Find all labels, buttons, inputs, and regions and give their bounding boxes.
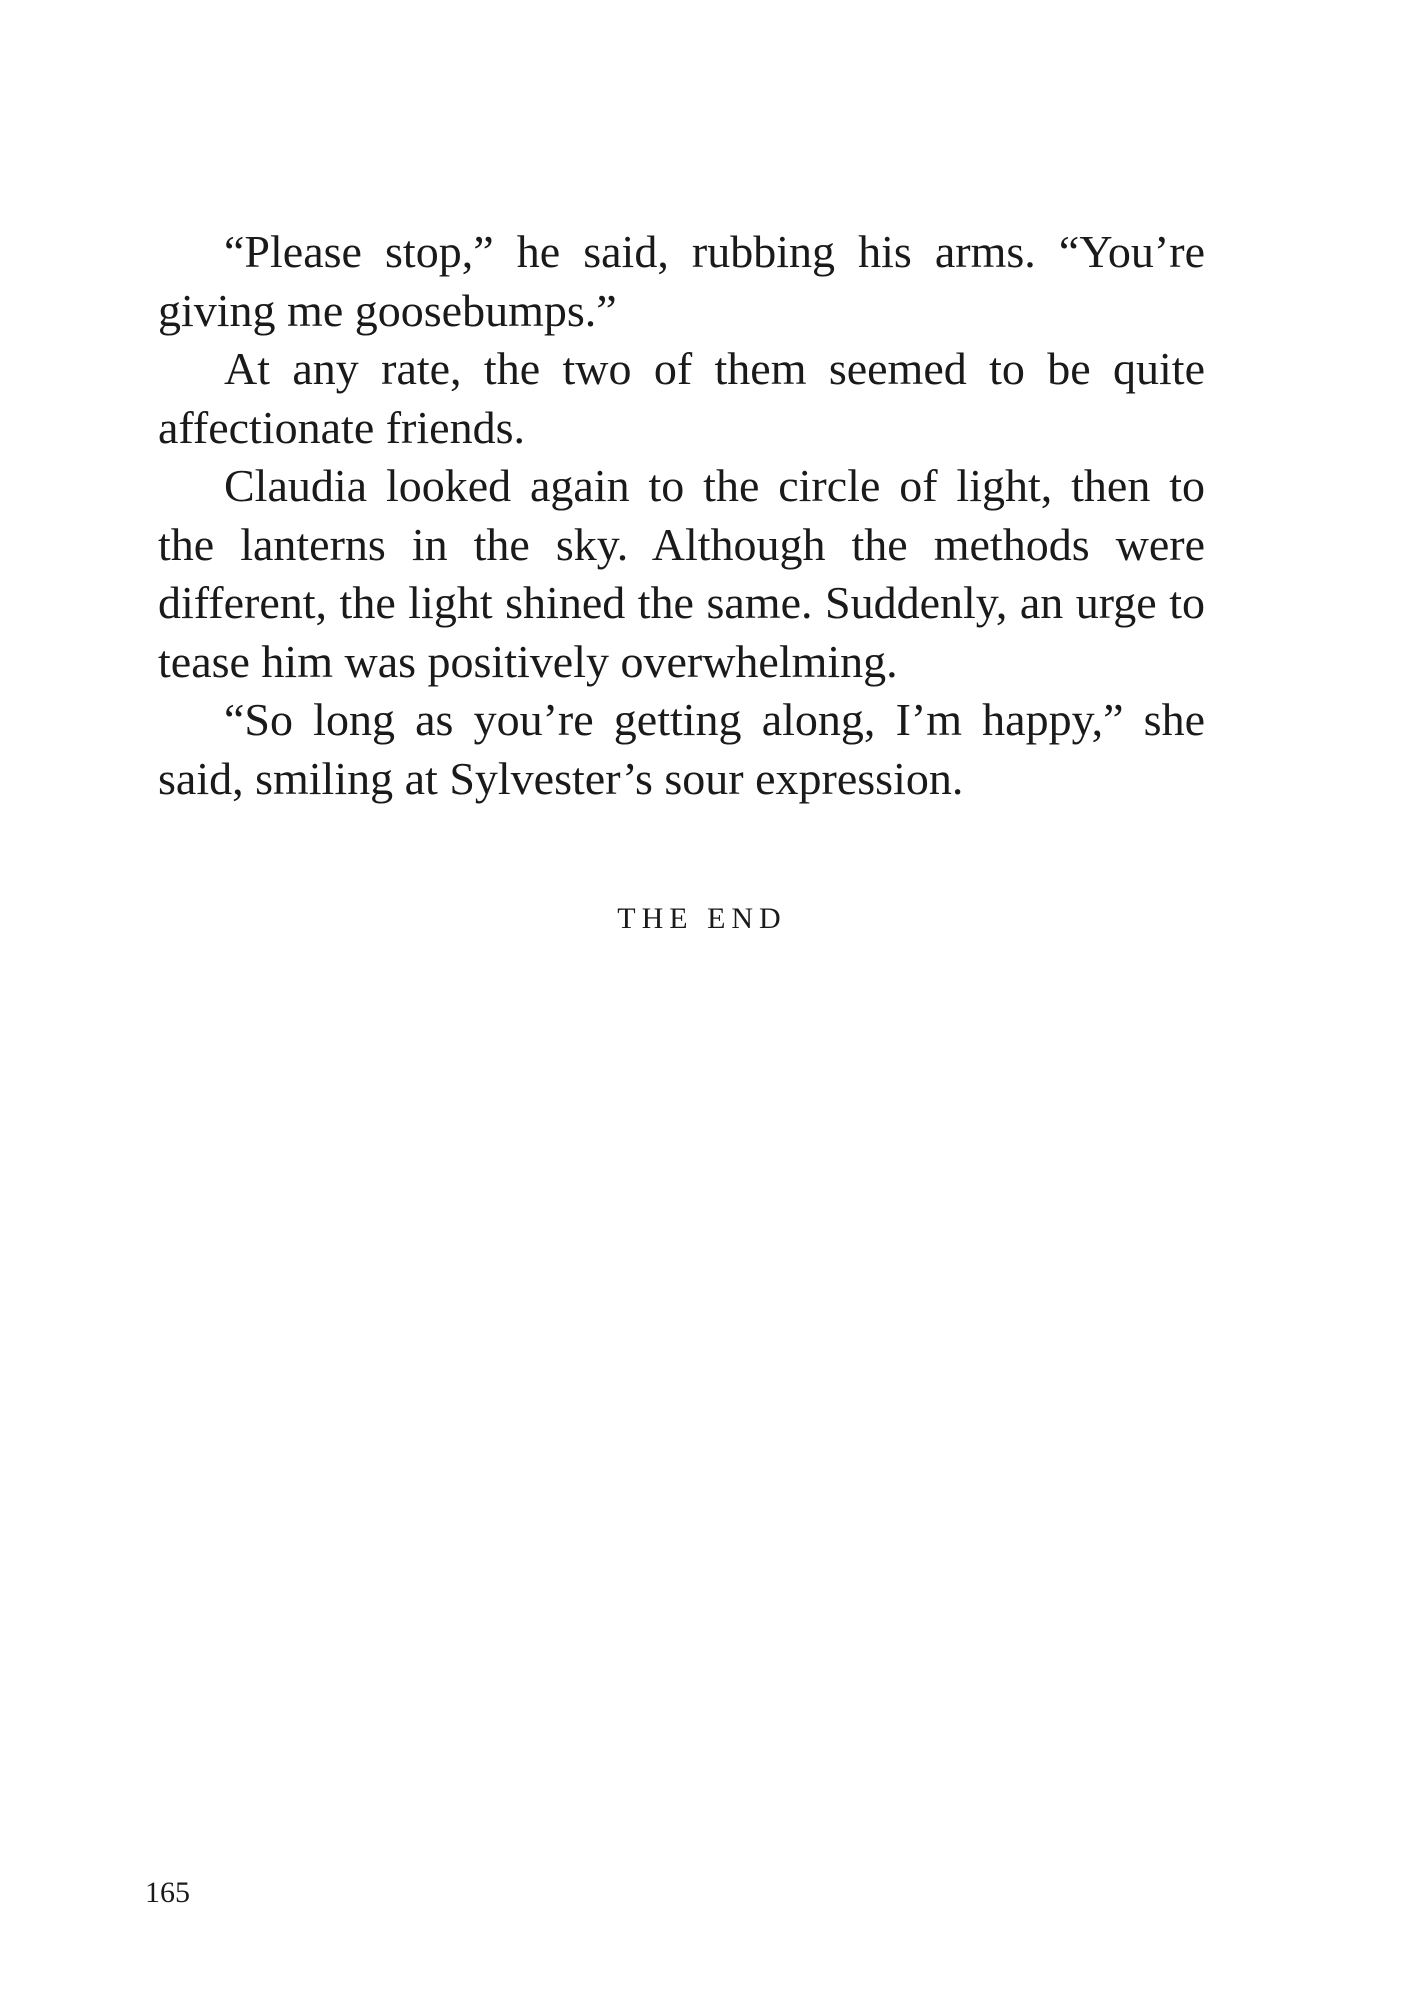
page-number: 165	[145, 1876, 190, 1909]
paragraph: At any rate, the two of them seemed to be quite affectionate friends.	[158, 343, 1205, 453]
paragraph: “Please stop,” he said, rubbing his arms. “You’re giving me goosebumps.”	[158, 226, 1205, 336]
paragraph: Claudia looked again to the circle of light, then to the lanterns in the sky. Although the methods were different, the light shined the same. Suddenly, an urge to tease him was positively overwhelming.	[158, 460, 1205, 687]
body-text	[158, 223, 1205, 808]
paragraph: “So long as you’re getting along, I’m happy,” she said, smiling at Sylvester’s sour expression.	[158, 694, 1205, 804]
the-end-heading: THE END	[617, 902, 787, 935]
